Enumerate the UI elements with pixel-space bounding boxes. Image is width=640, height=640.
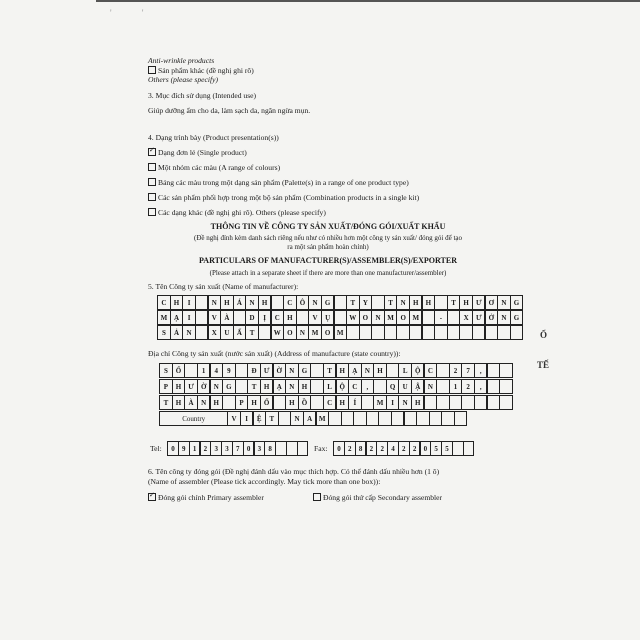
letter-cell[interactable]: H <box>258 295 271 310</box>
letter-cell[interactable]: 2 <box>409 441 421 456</box>
letter-cell[interactable] <box>487 379 500 394</box>
section4-title: 4. Dạng trình bày (Product presentation(s)) <box>148 133 279 142</box>
letter-cell[interactable]: H <box>285 395 298 410</box>
letter-cell[interactable]: H <box>210 395 223 410</box>
letter-cell[interactable] <box>371 295 384 310</box>
letter-cell[interactable]: M <box>384 310 397 325</box>
letter-cell[interactable]: H <box>260 379 273 394</box>
letter-cell[interactable]: S <box>157 325 170 340</box>
letter-cell[interactable]: Ụ <box>321 310 334 325</box>
letter-cell[interactable]: Ạ <box>170 310 183 325</box>
letter-cell[interactable]: À <box>184 395 197 410</box>
letter-cell[interactable] <box>353 411 366 426</box>
letter-cell[interactable]: W <box>271 325 284 340</box>
letter-cell[interactable]: O <box>396 310 409 325</box>
letter-cell[interactable]: Đ <box>247 363 260 378</box>
letter-cell[interactable] <box>296 310 309 325</box>
letter-cell[interactable] <box>361 395 374 410</box>
letter-cell[interactable]: , <box>474 363 487 378</box>
letter-cell[interactable]: Ồ <box>298 395 311 410</box>
company-note-vn-2: ra một sản phẩm hoàn chỉnh) <box>287 243 369 251</box>
letter-cell[interactable]: H <box>170 295 183 310</box>
letter-row <box>158 310 523 325</box>
letter-cell[interactable] <box>386 363 399 378</box>
letter-cell[interactable]: Ư <box>260 363 273 378</box>
letter-cell[interactable]: 4 <box>210 363 223 378</box>
letter-cell[interactable]: Q <box>386 379 399 394</box>
letter-cell[interactable] <box>378 411 391 426</box>
letter-cell[interactable]: Ạ <box>348 363 361 378</box>
letter-cell[interactable]: P <box>235 395 248 410</box>
secondary-assembler-option: Đóng gói thứ cấp Secondary assembler <box>313 493 442 503</box>
letter-cell[interactable]: T <box>447 295 460 310</box>
letter-cell[interactable]: H <box>409 295 422 310</box>
letter-cell[interactable] <box>341 411 354 426</box>
letter-cell[interactable] <box>359 325 372 340</box>
letter-cell[interactable] <box>258 325 271 340</box>
letter-cell[interactable]: 2 <box>366 441 378 456</box>
letter-cell[interactable]: 8 <box>355 441 367 456</box>
letter-row <box>334 441 474 456</box>
letter-cell[interactable]: Ơ <box>485 295 498 310</box>
presentation-option <box>148 178 409 188</box>
letter-cell[interactable]: M <box>316 411 329 426</box>
letter-cell[interactable]: C <box>157 295 170 310</box>
other-products-option: Sản phẩm khác (đề nghị ghi rõ) <box>148 66 254 76</box>
letter-cell[interactable] <box>310 379 323 394</box>
letter-cell[interactable]: G <box>510 310 523 325</box>
letter-cell[interactable]: 9 <box>222 363 235 378</box>
presentation-option <box>148 148 247 158</box>
others-specify-label: Others (please specify) <box>148 75 219 84</box>
presentation-option <box>148 163 280 173</box>
letter-cell[interactable]: 3 <box>210 441 222 456</box>
letter-cell[interactable] <box>416 411 429 426</box>
letter-cell[interactable]: T <box>247 379 260 394</box>
letter-cell[interactable]: N <box>208 295 221 310</box>
letter-cell[interactable]: 2 <box>200 441 212 456</box>
letter-cell[interactable]: Ư <box>184 379 197 394</box>
letter-cell[interactable] <box>497 325 510 340</box>
letter-cell[interactable]: L <box>323 379 336 394</box>
option-label: Các sản phẩm phối hợp trong một bộ sản phẩm (Combination products in a single kit) <box>158 193 420 202</box>
letter-cell[interactable] <box>371 325 384 340</box>
letter-cell[interactable]: Ả <box>170 325 183 340</box>
section3-title: 3. Mục đích sử dụng (Intended use) <box>148 91 257 100</box>
letter-cell[interactable] <box>195 310 208 325</box>
letter-cell[interactable]: O <box>321 325 334 340</box>
letter-cell[interactable] <box>434 325 447 340</box>
letter-cell[interactable] <box>461 395 474 410</box>
letter-cell[interactable]: À <box>220 310 233 325</box>
letter-cell[interactable]: I <box>182 295 195 310</box>
letter-cell[interactable]: 8 <box>264 441 276 456</box>
letter-cell[interactable]: U <box>220 325 233 340</box>
letter-cell[interactable]: N <box>210 379 223 394</box>
letter-cell[interactable]: H <box>336 395 349 410</box>
letter-cell[interactable]: 2 <box>344 441 356 456</box>
letter-cell[interactable]: M <box>157 310 170 325</box>
section5-title: 5. Tên Công ty sản xuất (Name of manufacturer): <box>148 282 299 291</box>
letter-cell[interactable] <box>487 395 500 410</box>
letter-cell[interactable]: H <box>283 310 296 325</box>
letter-cell[interactable]: 3 <box>254 441 266 456</box>
letter-cell[interactable]: G <box>222 379 235 394</box>
letter-cell[interactable]: Ờ <box>273 363 286 378</box>
letter-cell[interactable]: 0 <box>243 441 255 456</box>
letter-cell[interactable]: C <box>271 310 284 325</box>
letter-cell[interactable] <box>449 395 462 410</box>
letter-cell[interactable] <box>384 325 397 340</box>
letter-cell[interactable]: 7 <box>461 363 474 378</box>
letter-row <box>158 295 523 310</box>
letter-cell[interactable]: X <box>208 325 221 340</box>
letter-cell[interactable] <box>235 363 248 378</box>
letter-cell[interactable]: 1 <box>449 379 462 394</box>
letter-cell[interactable]: C <box>323 395 336 410</box>
letter-cell[interactable]: 0 <box>420 441 432 456</box>
letter-cell[interactable]: Ộ <box>411 363 424 378</box>
section6-title-en: (Name of assembler (Please tick accordingly. May tick more than one box)): <box>148 477 381 486</box>
letter-cell[interactable] <box>391 411 404 426</box>
letter-cell[interactable]: 2 <box>376 441 388 456</box>
letter-cell[interactable] <box>195 325 208 340</box>
letter-cell[interactable]: H <box>459 295 472 310</box>
letter-cell[interactable]: M <box>373 395 386 410</box>
letter-cell[interactable]: 1 <box>197 363 210 378</box>
letter-cell[interactable]: 3 <box>221 441 233 456</box>
letter-cell[interactable]: C <box>283 295 296 310</box>
letter-cell[interactable] <box>310 363 323 378</box>
letter-cell[interactable]: N <box>197 395 210 410</box>
letter-cell[interactable] <box>499 363 512 378</box>
letter-cell[interactable] <box>273 395 286 410</box>
country-label: Country <box>159 411 228 426</box>
letter-cell[interactable]: P <box>159 379 172 394</box>
letter-row <box>160 363 513 378</box>
letter-cell[interactable]: N <box>285 379 298 394</box>
letter-cell[interactable]: N <box>361 363 374 378</box>
section6-title: 6. Tên công ty đóng gói (Đề nghị đánh dấu vào mục thích hợp. Có thể đánh dấu nhiều hơn (1 ô) <box>148 467 440 476</box>
letter-cell[interactable]: H <box>373 363 386 378</box>
letter-cell[interactable]: H <box>220 295 233 310</box>
letter-cell[interactable] <box>485 325 498 340</box>
letter-cell[interactable]: N <box>396 295 409 310</box>
letter-cell[interactable]: 7 <box>232 441 244 456</box>
company-note-vn-1: (Đề nghị đính kèm danh sách riêng nếu như có nhiều hơn một công ty sản xuất/ đóng gói để tạo <box>194 234 462 242</box>
option-label: Dạng đơn lẻ (Single product) <box>158 148 247 157</box>
letter-cell[interactable] <box>271 295 284 310</box>
letter-cell[interactable]: M <box>308 325 321 340</box>
letter-cell[interactable]: I <box>182 310 195 325</box>
letter-row <box>160 379 513 394</box>
letter-cell[interactable]: Á <box>233 295 246 310</box>
letter-cell[interactable] <box>510 325 523 340</box>
letter-cell[interactable]: H <box>247 395 260 410</box>
letter-cell[interactable] <box>346 325 359 340</box>
letter-cell[interactable]: X <box>459 310 472 325</box>
intended-use-text: Giúp dưỡng ẩm cho da, làm sạch da, ngăn ngừa mụn. <box>148 106 311 115</box>
letter-cell[interactable]: I <box>386 395 399 410</box>
letter-cell[interactable] <box>334 295 347 310</box>
letter-cell[interactable]: 9 <box>178 441 190 456</box>
letter-cell[interactable]: I <box>240 411 253 426</box>
letter-cell[interactable] <box>310 395 323 410</box>
letter-cell[interactable] <box>409 325 422 340</box>
letter-cell[interactable] <box>474 395 487 410</box>
letter-cell[interactable] <box>499 379 512 394</box>
letter-cell[interactable]: N <box>497 310 510 325</box>
letter-cell[interactable] <box>463 441 475 456</box>
letter-cell[interactable]: 0 <box>333 441 345 456</box>
company-heading-vn: THÔNG TIN VỀ CÔNG TY SẢN XUẤT/ĐÓNG GÓI/XUẤT KHẨU <box>210 222 446 231</box>
letter-cell[interactable]: T <box>384 295 397 310</box>
letter-cell[interactable]: Y <box>359 295 372 310</box>
letter-cell[interactable] <box>499 395 512 410</box>
letter-cell[interactable]: N <box>371 310 384 325</box>
presentation-option <box>148 193 419 203</box>
letter-cell[interactable]: 4 <box>387 441 399 456</box>
edge-glyph-2: TẾ <box>537 360 550 370</box>
primary-assembler-option: ✓Đóng gói chính Primary assembler <box>148 493 264 503</box>
checkbox-icon[interactable] <box>148 178 156 186</box>
checkbox-checked-icon[interactable] <box>148 148 156 156</box>
option-label: Bảng các màu trong một dạng sản phẩm (Palette(s) in a range of one product type) <box>158 178 409 187</box>
letter-cell[interactable]: T <box>245 325 258 340</box>
letter-cell[interactable]: W <box>346 310 359 325</box>
letter-cell[interactable]: C <box>348 379 361 394</box>
letter-cell[interactable]: - <box>434 310 447 325</box>
letter-cell[interactable]: D <box>245 310 258 325</box>
letter-cell[interactable] <box>429 411 442 426</box>
letter-row <box>158 325 523 340</box>
letter-cell[interactable]: Ố <box>260 395 273 410</box>
letter-cell[interactable] <box>454 411 467 426</box>
fax-label: Fax: <box>314 444 328 453</box>
letter-cell[interactable]: V <box>308 310 321 325</box>
letter-cell[interactable]: T <box>346 295 359 310</box>
checkbox-icon[interactable] <box>148 163 156 171</box>
edge-glyph-1: Ổ <box>540 330 548 340</box>
letter-cell[interactable] <box>424 395 437 410</box>
letter-cell[interactable]: G <box>298 363 311 378</box>
letter-cell[interactable]: Ô <box>296 295 309 310</box>
letter-cell[interactable] <box>436 363 449 378</box>
letter-cell[interactable]: Ệ <box>253 411 266 426</box>
letter-cell[interactable]: 0 <box>167 441 179 456</box>
letter-cell[interactable]: 1 <box>189 441 201 456</box>
letter-cell[interactable] <box>422 325 435 340</box>
company-heading-en: PARTICULARS OF MANUFACTURER(S)/ASSEMBLER(S)/EXPORTER <box>199 256 457 265</box>
letter-cell[interactable]: O <box>359 310 372 325</box>
letter-cell[interactable] <box>422 310 435 325</box>
letter-cell[interactable]: N <box>285 363 298 378</box>
letter-cell[interactable]: N <box>245 295 258 310</box>
letter-cell[interactable]: N <box>290 411 303 426</box>
letter-cell[interactable]: H <box>411 395 424 410</box>
letter-cell[interactable] <box>297 441 309 456</box>
letter-row <box>160 395 513 410</box>
letter-cell[interactable]: V <box>227 411 240 426</box>
letter-cell[interactable] <box>404 411 417 426</box>
letter-cell[interactable]: H <box>172 395 185 410</box>
letter-cell[interactable] <box>447 325 460 340</box>
letter-cell[interactable]: Ộ <box>336 379 349 394</box>
letter-cell[interactable] <box>184 363 197 378</box>
letter-cell[interactable]: T <box>265 411 278 426</box>
letter-cell[interactable]: N <box>398 395 411 410</box>
letter-cell[interactable] <box>366 411 379 426</box>
letter-cell[interactable]: , <box>474 379 487 394</box>
letter-cell[interactable]: M <box>409 310 422 325</box>
letter-cell[interactable]: 2 <box>449 363 462 378</box>
letter-cell[interactable]: Ở <box>485 310 498 325</box>
letter-cell[interactable]: N <box>424 379 437 394</box>
letter-cell[interactable]: U <box>398 379 411 394</box>
letter-cell[interactable] <box>233 310 246 325</box>
letter-cell[interactable] <box>222 395 235 410</box>
letter-cell[interactable]: A <box>303 411 316 426</box>
company-note-en: (Please attach in a separate sheet if there are more than one manufacturer/assembler) <box>209 269 447 277</box>
letter-cell[interactable]: , <box>361 379 374 394</box>
letter-cell[interactable] <box>235 379 248 394</box>
letter-cell[interactable]: Í <box>348 395 361 410</box>
country-row <box>160 411 467 426</box>
letter-cell[interactable] <box>441 411 454 426</box>
checkbox-icon[interactable] <box>148 66 156 74</box>
letter-cell[interactable]: Ư <box>472 295 485 310</box>
letter-cell[interactable]: Ạ <box>273 379 286 394</box>
letter-cell[interactable] <box>328 411 341 426</box>
top-border-line <box>96 0 640 2</box>
option-label: Các dạng khác (đề nghị ghi rõ). Others (please specify) <box>158 208 326 217</box>
letter-cell[interactable]: N <box>296 325 309 340</box>
letter-cell[interactable]: Ờ <box>197 379 210 394</box>
letter-cell[interactable]: M <box>334 325 347 340</box>
letter-cell[interactable] <box>487 363 500 378</box>
letter-cell[interactable]: L <box>398 363 411 378</box>
letter-cell[interactable]: H <box>298 379 311 394</box>
scan-specks: ' ' <box>110 8 158 18</box>
letter-cell[interactable]: H <box>422 295 435 310</box>
letter-cell[interactable] <box>396 325 409 340</box>
letter-cell[interactable] <box>472 325 485 340</box>
letter-cell[interactable]: N <box>182 325 195 340</box>
checkbox-icon[interactable] <box>148 193 156 201</box>
letter-cell[interactable]: H <box>336 363 349 378</box>
letter-cell[interactable]: H <box>172 379 185 394</box>
letter-cell[interactable]: 5 <box>430 441 442 456</box>
letter-cell[interactable]: Ậ <box>411 379 424 394</box>
letter-cell[interactable]: S <box>159 363 172 378</box>
letter-cell[interactable]: Ố <box>172 363 185 378</box>
letter-cell[interactable]: Ấ <box>233 325 246 340</box>
letter-cell[interactable]: N <box>308 295 321 310</box>
letter-cell[interactable]: G <box>510 295 523 310</box>
letter-cell[interactable]: 5 <box>441 441 453 456</box>
anti-wrinkle-label: Anti-wrinkle products <box>148 56 215 65</box>
letter-cell[interactable] <box>434 295 447 310</box>
letter-cell[interactable] <box>436 395 449 410</box>
letter-cell[interactable]: O <box>283 325 296 340</box>
letter-cell[interactable]: 2 <box>461 379 474 394</box>
letter-cell[interactable] <box>436 379 449 394</box>
checkbox-icon[interactable] <box>313 493 321 501</box>
checkbox-icon[interactable] <box>148 208 156 216</box>
letter-row <box>168 441 308 456</box>
address-label: Địa chỉ Công ty sản xuất (nước sản xuất) (Address of manufacture (state country)): <box>148 349 401 358</box>
letter-cell[interactable] <box>278 411 291 426</box>
presentation-option <box>148 208 326 218</box>
letter-cell[interactable] <box>459 325 472 340</box>
letter-cell[interactable]: C <box>424 363 437 378</box>
letter-cell[interactable]: Ư <box>472 310 485 325</box>
letter-cell[interactable]: G <box>321 295 334 310</box>
option-label: Một nhóm các màu (A range of colours) <box>158 163 281 172</box>
letter-cell[interactable] <box>447 310 460 325</box>
tel-label: Tel: <box>150 444 162 453</box>
letter-cell[interactable]: Ị <box>258 310 271 325</box>
letter-cell[interactable]: T <box>159 395 172 410</box>
checkbox-checked-icon[interactable] <box>148 493 156 501</box>
letter-cell[interactable]: 2 <box>398 441 410 456</box>
letter-cell[interactable]: N <box>497 295 510 310</box>
letter-cell[interactable] <box>195 295 208 310</box>
letter-cell[interactable] <box>334 310 347 325</box>
letter-cell[interactable] <box>373 379 386 394</box>
letter-cell[interactable]: V <box>208 310 221 325</box>
letter-cell[interactable]: T <box>323 363 336 378</box>
